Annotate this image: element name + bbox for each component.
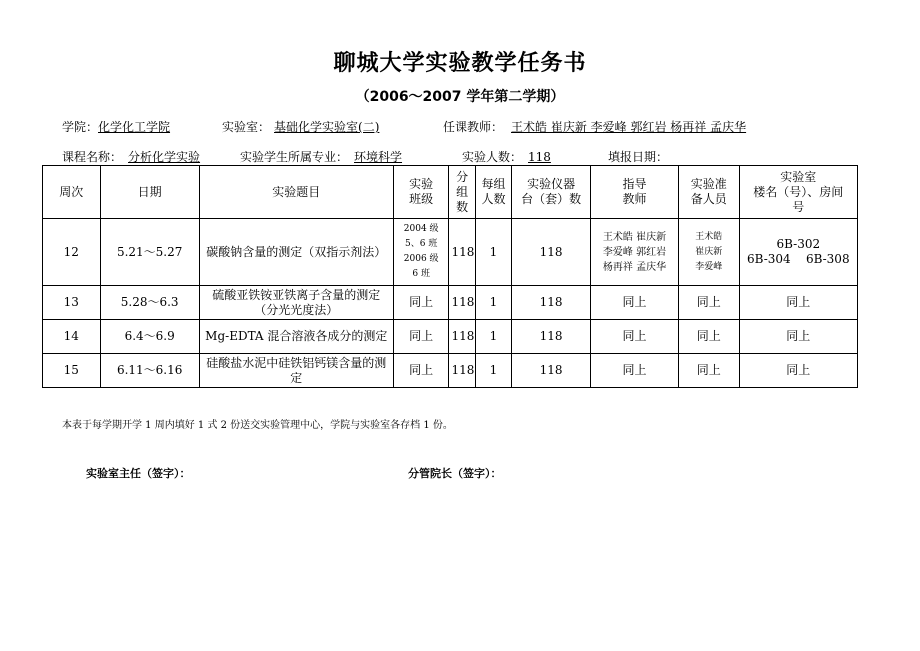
cell-prep: 同上 xyxy=(678,354,739,388)
header-instructor-l1: 指导 xyxy=(622,177,647,191)
cell-class: 同上 xyxy=(393,320,449,354)
header-prep xyxy=(678,166,739,219)
header-topic: 实验题目 xyxy=(199,166,393,219)
lab-value: 基础化学实验室(二) xyxy=(274,120,380,134)
cell-room xyxy=(739,219,857,286)
table-row xyxy=(43,320,858,354)
header-class-l2: 班级 xyxy=(409,192,434,206)
cell-week: 14 xyxy=(43,320,101,354)
cell-instructor-l3: 杨再祥 孟庆华 xyxy=(602,261,667,273)
header-groups xyxy=(449,166,475,219)
cell-room-l1: 6B-302 xyxy=(776,237,821,251)
header-equipment-l2: 台（套）数 xyxy=(521,192,582,206)
cell-equipment: 118 xyxy=(512,320,591,354)
table-row xyxy=(43,286,858,320)
cell-week: 12 xyxy=(43,219,101,286)
major-field xyxy=(240,148,416,165)
cell-topic: 硅酸盐水泥中硅铁铝钙镁含量的测定 xyxy=(199,354,393,388)
cell-per-group: 1 xyxy=(475,354,511,388)
header-room-l1: 实验室 xyxy=(780,169,817,184)
header-per-group-l2: 人数 xyxy=(481,192,506,206)
college-value: 化学化工学院 xyxy=(98,120,171,134)
cell-prep xyxy=(678,219,739,286)
header-groups-l2: 组 xyxy=(456,184,469,199)
cell-class: 同上 xyxy=(393,354,449,388)
cell-groups: 118 xyxy=(449,219,475,286)
header-groups-l1: 分 xyxy=(456,169,469,184)
header-per-group xyxy=(475,166,511,219)
major-value: 环境科学 xyxy=(354,150,403,164)
count-field xyxy=(462,148,564,165)
task-table xyxy=(42,165,858,388)
college-label: 学院： xyxy=(62,120,99,134)
cell-instructor: 同上 xyxy=(591,286,679,320)
lab-label: 实验室： xyxy=(222,120,271,134)
cell-instructor xyxy=(591,219,679,286)
cell-prep: 同上 xyxy=(678,286,739,320)
cell-class-l3: 2006 级 xyxy=(403,254,439,264)
cell-class-l1: 2004 级 xyxy=(403,224,439,234)
cell-class xyxy=(393,219,449,286)
cell-week: 13 xyxy=(43,286,101,320)
cell-prep: 同上 xyxy=(678,320,739,354)
cell-class-l4: 6 班 xyxy=(412,269,430,279)
cell-prep-l2: 崔庆新 xyxy=(695,246,723,257)
header-instructor-l2: 教师 xyxy=(622,192,647,206)
course-label: 课程名称： xyxy=(62,150,123,164)
count-value: 118 xyxy=(528,150,551,164)
header-prep-l1: 实验准 xyxy=(690,177,727,191)
footnote: 本表于每学期开学 1 周内填好 1 式 2 份送交实验管理中心，学院与实验室各存档 1 份。 xyxy=(62,420,453,431)
table-row xyxy=(43,219,858,286)
cell-per-group: 1 xyxy=(475,320,511,354)
cell-instructor-l2: 李爱峰 郭红岩 xyxy=(602,246,667,258)
cell-groups: 118 xyxy=(449,320,475,354)
header-week: 周次 xyxy=(43,166,101,219)
cell-room: 同上 xyxy=(739,320,857,354)
header-room-l2: 楼名（号）、房间 xyxy=(753,184,844,199)
cell-class-l2: 5、6 班 xyxy=(405,239,438,249)
cell-topic: 硫酸亚铁铵亚铁离子含量的测定（分光光度法） xyxy=(199,286,393,320)
vice-dean-signature: 分管院长（签字）： xyxy=(408,467,502,480)
teacher-value: 王术皓 崔庆新 李爱峰 郭红岩 杨再祥 孟庆华 xyxy=(511,120,747,134)
cell-equipment: 118 xyxy=(512,219,591,286)
cell-topic: Mg-EDTA 混合溶液各成分的测定 xyxy=(199,320,393,354)
cell-class: 同上 xyxy=(393,286,449,320)
count-label: 实验人数： xyxy=(462,150,523,164)
date-field xyxy=(608,148,668,165)
teacher-field xyxy=(443,118,750,135)
cell-topic: 碳酸钠含量的测定（双指示剂法） xyxy=(199,219,393,286)
cell-prep-l1: 王术皓 xyxy=(695,231,723,242)
cell-instructor-l1: 王术皓 崔庆新 xyxy=(602,231,667,243)
course-field xyxy=(62,148,220,165)
page-title: 聊城大学实验教学任务书 xyxy=(333,51,587,76)
cell-room: 同上 xyxy=(739,286,857,320)
major-label: 实验学生所属专业： xyxy=(240,150,349,164)
cell-equipment: 118 xyxy=(512,286,591,320)
cell-date: 6.4～6.9 xyxy=(100,320,199,354)
header-instructor xyxy=(591,166,679,219)
semester-subtitle: （2006～2007 学年第二学期） xyxy=(355,89,565,105)
cell-date: 5.28～6.3 xyxy=(100,286,199,320)
header-groups-l3: 数 xyxy=(456,199,469,214)
cell-room-l2: 6B-304 6B-308 xyxy=(747,252,850,266)
header-equipment-l1: 实验仪器 xyxy=(527,177,576,191)
table-header-row xyxy=(43,166,858,219)
header-per-group-l1: 每组 xyxy=(481,177,506,191)
header-class-l1: 实验 xyxy=(409,177,434,191)
cell-room: 同上 xyxy=(739,354,857,388)
cell-per-group: 1 xyxy=(475,219,511,286)
cell-date: 6.11～6.16 xyxy=(100,354,199,388)
lab-director-signature: 实验室主任（签字）： xyxy=(86,467,191,480)
cell-prep-l3: 李爱峰 xyxy=(695,261,723,272)
table-row xyxy=(43,354,858,388)
cell-instructor: 同上 xyxy=(591,354,679,388)
header-prep-l2: 备人员 xyxy=(690,192,727,206)
cell-groups: 118 xyxy=(449,354,475,388)
course-value: 分析化学实验 xyxy=(128,150,201,164)
cell-equipment: 118 xyxy=(512,354,591,388)
cell-date: 5.21～5.27 xyxy=(100,219,199,286)
header-date: 日期 xyxy=(100,166,199,219)
cell-per-group: 1 xyxy=(475,286,511,320)
lab-field xyxy=(222,118,418,135)
cell-week: 15 xyxy=(43,354,101,388)
info-line-1 xyxy=(62,118,186,135)
cell-instructor: 同上 xyxy=(591,320,679,354)
teacher-label: 任课教师： xyxy=(443,120,504,134)
header-room xyxy=(739,166,857,219)
cell-groups: 118 xyxy=(449,286,475,320)
header-class xyxy=(393,166,449,219)
header-room-l3: 号 xyxy=(792,199,805,214)
date-label: 填报日期： xyxy=(608,150,669,164)
header-equipment xyxy=(512,166,591,219)
